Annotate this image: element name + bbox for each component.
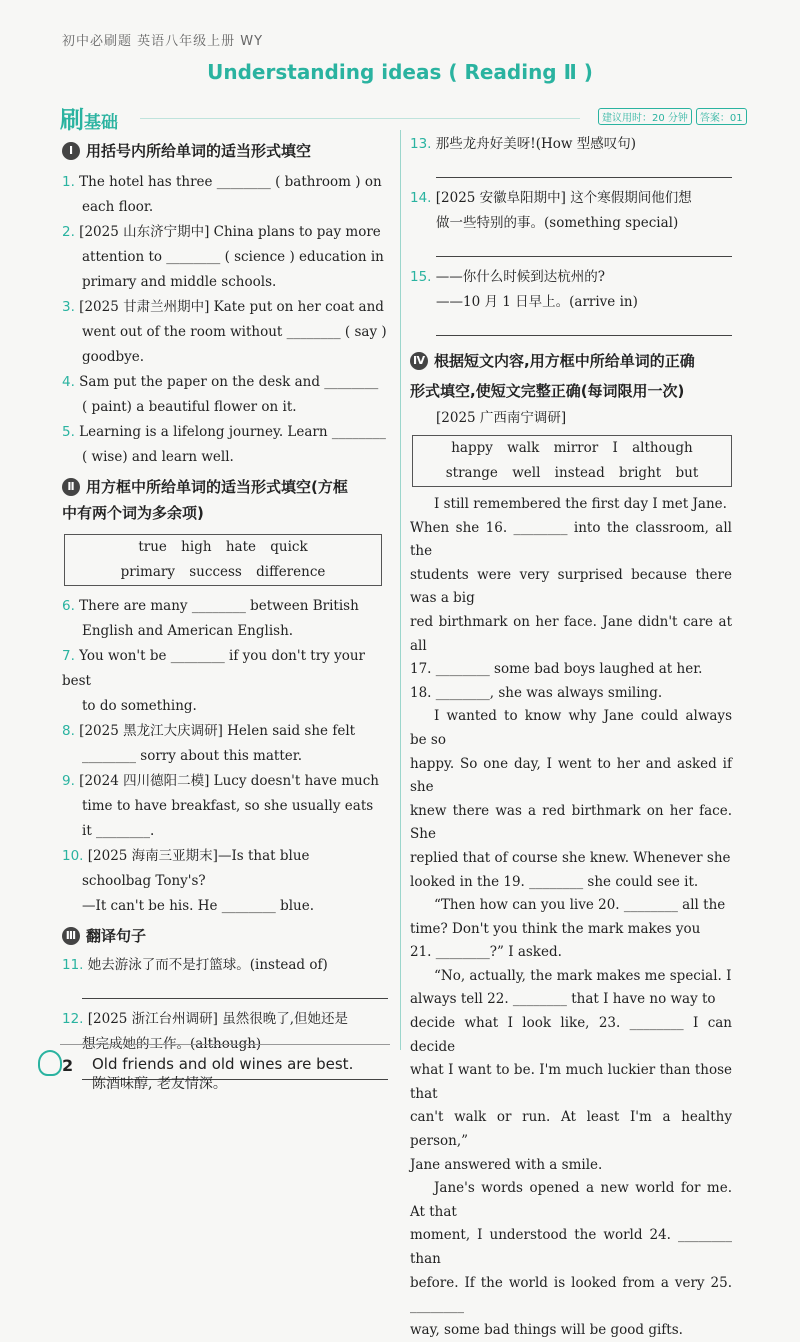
question-8: 8. [2025 黑龙江大庆调研] Helen said she felt ________ sorry about this matter. bbox=[62, 723, 356, 764]
question-14: 14. [2025 安徽阜阳期中] 这个寒假期间他们想 做一些特别的事。(something special) bbox=[410, 190, 692, 231]
column-divider bbox=[400, 130, 401, 1050]
answer-line-13 bbox=[436, 177, 732, 178]
question-7: 7. You won't be ________ if you don't try your best to do something. bbox=[62, 648, 365, 714]
right-column bbox=[410, 132, 732, 1342]
footer-quote-cn: 陈酒味醇, 老友情深。 bbox=[92, 1076, 227, 1092]
footer-rule bbox=[60, 1044, 390, 1045]
time-badge: 建议用时：20 分钟 bbox=[598, 108, 692, 125]
page-title: Understanding ideas ( Reading Ⅱ ) bbox=[207, 60, 593, 84]
source-tag: [2025 广西南宁调研] bbox=[436, 410, 567, 426]
question-4: 4. Sam put the paper on the desk and ________ ( paint) a beautiful flower on it. bbox=[62, 374, 379, 415]
answer-badge: 答案：01 bbox=[696, 108, 747, 125]
brand-label: 刷基础 bbox=[60, 106, 118, 134]
passage-paragraph-5: Jane's words opened a new world for me. At that moment, I understood the world 24. ________ than before. If the world is looked from a very 25. ________ way, some bad things will be good gifts. bbox=[410, 1180, 732, 1338]
footer-quote-en: Old friends and old wines are best. bbox=[92, 1055, 354, 1073]
question-3: 3. [2025 甘肃兰州期中] Kate put on her coat and went out of the room without ________ ( say ) goodbye. bbox=[62, 299, 387, 365]
question-15: 15. ——你什么时候到达杭州的? ——10 月 1 日早上。(arrive in) bbox=[410, 269, 638, 310]
question-13: 13. 那些龙舟好美呀!(How 型感叹句) bbox=[410, 136, 636, 152]
passage-paragraph-4: “No, actually, the mark makes me special. I always tell 22. ________ that I have no way to decide what I look like, 23. ________ I can decide what I want to be. I'm much luckier than those that can't walk or run. At least I'm a healthy person,” Jane answered with a smile. bbox=[410, 967, 732, 1173]
left-column bbox=[62, 138, 388, 1080]
book-header: 初中必刷题 英语八年级上册 WY bbox=[62, 34, 264, 49]
section-1-heading: Ⅰ 用括号内所给单词的适当形式填空 bbox=[62, 138, 388, 164]
passage-paragraph-2: I wanted to know why Jane could always be so happy. So one day, I went to her and asked if she knew there was a red birthmark on her face. She replied that of course she knew. Whenever she looked in the 19. ________ she could see it. bbox=[410, 708, 732, 890]
section-3-heading: Ⅲ 翻译句子 bbox=[62, 923, 388, 949]
passage-paragraph-1: I still remembered the first day I met Jane. When she 16. ________ into the classroom, all the students were very surprised because there was a big red birthmark on her face. Jane didn't care at all 17. ________ some bad boys laughed at her. 18. ________, she was always smiling. bbox=[410, 496, 732, 701]
question-6: 6. There are many ________ between British English and American English. bbox=[62, 598, 359, 639]
question-5: 5. Learning is a lifelong journey. Learn ________ ( wise) and learn well. bbox=[62, 424, 386, 465]
page-number: 2 bbox=[62, 1056, 74, 1075]
question-2: 2. [2025 山东济宁期中] China plans to pay more attention to ________ ( science ) education in primary and middle schools. bbox=[62, 224, 384, 290]
section-4-heading: Ⅳ 根据短文内容,用方框中所给单词的正确 形式填空,使短文完整正确(每词限用一次) bbox=[410, 352, 695, 400]
question-1: 1. The hotel has three ________ ( bathroom ) on each floor. bbox=[62, 174, 382, 215]
answer-line-11 bbox=[82, 998, 388, 999]
question-11: 11. 她去游泳了而不是打篮球。(instead of) bbox=[62, 957, 328, 973]
section-2-heading: Ⅱ 用方框中所给单词的适当形式填空(方框 中有两个词为多余项) bbox=[62, 478, 348, 522]
passage-paragraph-3: “Then how can you live 20. ________ all the time? Don't you think the mark makes you 21. ________?” I asked. bbox=[410, 897, 726, 961]
word-box-4: happy walk mirror I although strange well instead bright but bbox=[412, 435, 732, 487]
lightbulb-icon bbox=[38, 1050, 62, 1076]
question-9: 9. [2024 四川德阳二模] Lucy doesn't have much time to have breakfast, so she usually eats it ________. bbox=[62, 773, 379, 839]
answer-line-14 bbox=[436, 256, 732, 257]
question-12: 12. [2025 浙江台州调研] 虽然很晚了,但她还是 想完成她的工作。(although) bbox=[62, 1011, 349, 1052]
answer-line-15 bbox=[436, 335, 732, 336]
title-rule bbox=[140, 118, 580, 119]
word-box-2: true high hate quick primary success difference bbox=[64, 534, 382, 586]
badges bbox=[594, 108, 747, 125]
question-10: 10. [2025 海南三亚期末]—Is that blue schoolbag Tony's? —It can't be his. He ________ blue. bbox=[62, 848, 315, 914]
